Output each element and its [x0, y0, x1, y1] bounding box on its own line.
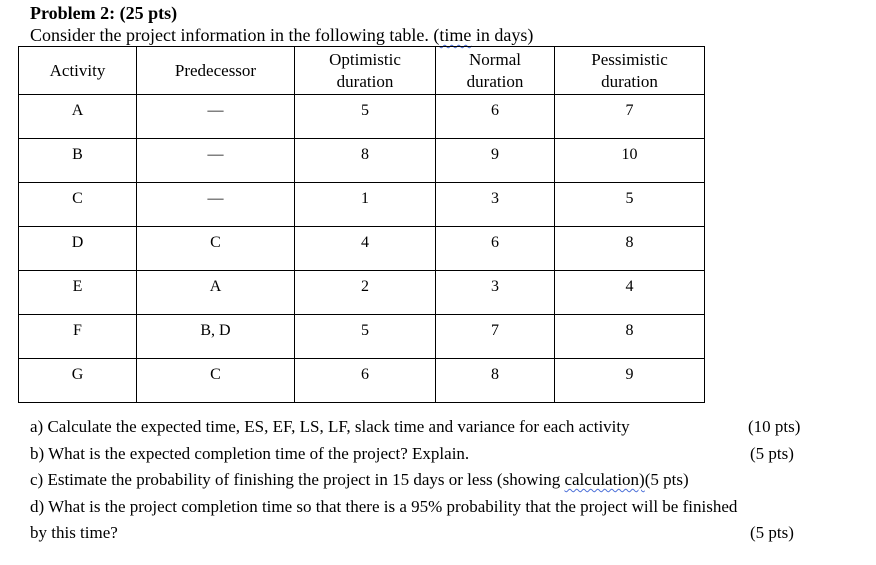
cell-predecessor: C	[137, 359, 295, 403]
question-b-points: (5 pts)	[750, 443, 794, 463]
table-row	[19, 271, 705, 315]
question-a-text: a) Calculate the expected time, ES, EF, LS, LF, slack time and variance for each activity	[30, 417, 630, 436]
cell-activity: C	[19, 183, 137, 227]
table-row	[19, 183, 705, 227]
project-table	[18, 46, 705, 403]
cell-pessimistic: 5	[555, 183, 705, 227]
question-d-text-line2: by this time?	[30, 523, 118, 542]
table-row	[19, 227, 705, 271]
question-d-text-line1: d) What is the project completion time so that there is a 95% probability that the project will be finished	[30, 496, 738, 516]
header-optimistic: Optimistic duration	[295, 47, 436, 95]
cell-normal: 6	[436, 95, 555, 139]
cell-activity: D	[19, 227, 137, 271]
question-c-points: (5 pts)	[644, 470, 689, 489]
dash-symbol: —	[207, 146, 224, 163]
question-d-continued	[30, 520, 870, 547]
cell-optimistic: 5	[295, 315, 436, 359]
table-row	[19, 139, 705, 183]
cell-normal: 6	[436, 227, 555, 271]
cell-activity: A	[19, 95, 137, 139]
cell-predecessor	[137, 139, 295, 183]
dash-symbol: —	[207, 190, 224, 207]
question-d	[30, 494, 870, 521]
cell-pessimistic: 9	[555, 359, 705, 403]
cell-optimistic: 8	[295, 139, 436, 183]
question-c-underlined: calculation)	[564, 470, 645, 489]
intro-underlined-word: time	[439, 25, 472, 45]
header-pessimistic: Pessimistic duration	[555, 47, 705, 95]
table-row	[19, 315, 705, 359]
cell-pessimistic: 7	[555, 95, 705, 139]
cell-normal: 3	[436, 183, 555, 227]
question-c	[30, 467, 870, 494]
header-predecessor: Predecessor	[137, 47, 295, 95]
question-d-points: (5 pts)	[750, 523, 794, 542]
cell-activity: E	[19, 271, 137, 315]
cell-pessimistic: 8	[555, 227, 705, 271]
question-a-points: (10 pts)	[748, 417, 801, 436]
table-header-row	[19, 47, 705, 95]
cell-optimistic: 1	[295, 183, 436, 227]
cell-normal: 8	[436, 359, 555, 403]
cell-optimistic: 2	[295, 271, 436, 315]
cell-predecessor: C	[137, 227, 295, 271]
header-activity: Activity	[19, 47, 137, 95]
cell-predecessor: A	[137, 271, 295, 315]
dash-symbol: —	[207, 102, 224, 119]
intro-text: Consider the project information in the following table. (	[30, 25, 440, 45]
cell-normal: 9	[436, 139, 555, 183]
questions-block	[30, 414, 870, 547]
table-row	[19, 95, 705, 139]
question-b	[30, 441, 870, 468]
problem-title: Problem 2: (25 pts)	[30, 3, 178, 23]
cell-normal: 7	[436, 315, 555, 359]
table-row	[19, 359, 705, 403]
cell-optimistic: 6	[295, 359, 436, 403]
question-b-text: b) What is the expected completion time of the project? Explain.	[30, 443, 470, 463]
cell-predecessor	[137, 183, 295, 227]
cell-activity: F	[19, 315, 137, 359]
cell-pessimistic: 4	[555, 271, 705, 315]
cell-predecessor	[137, 95, 295, 139]
cell-pessimistic: 8	[555, 315, 705, 359]
cell-normal: 3	[436, 271, 555, 315]
intro-text-end: in days)	[471, 25, 534, 45]
cell-activity: G	[19, 359, 137, 403]
question-a	[30, 414, 870, 441]
problem-intro	[30, 25, 533, 46]
question-c-text: c) Estimate the probability of finishing the project in 15 days or less (showing	[30, 470, 565, 489]
cell-predecessor: B, D	[137, 315, 295, 359]
cell-optimistic: 4	[295, 227, 436, 271]
cell-optimistic: 5	[295, 95, 436, 139]
header-normal: Normal duration	[436, 47, 555, 95]
cell-pessimistic: 10	[555, 139, 705, 183]
cell-activity: B	[19, 139, 137, 183]
